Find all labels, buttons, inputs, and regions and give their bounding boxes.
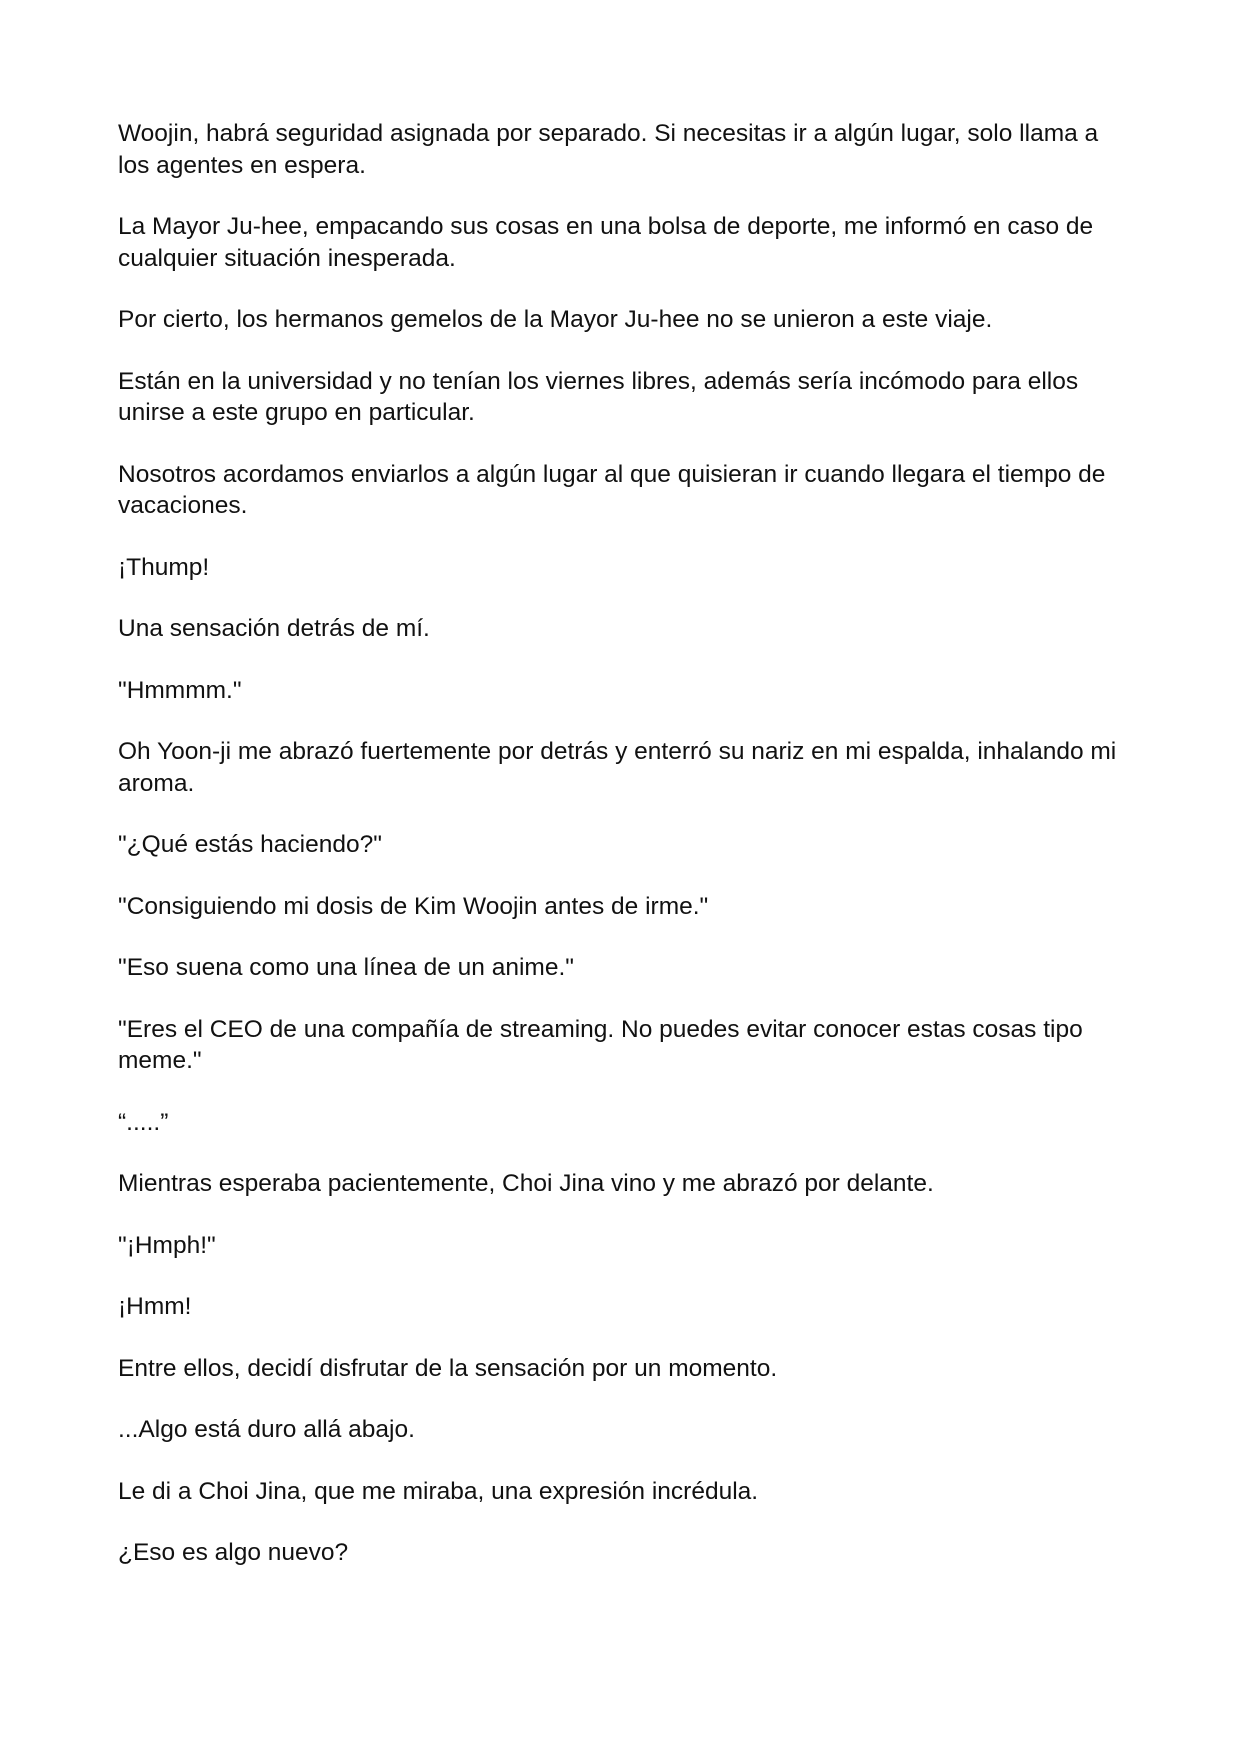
paragraph: ¡Hmm! bbox=[118, 1293, 192, 1320]
paragraph: Una sensación detrás de mí. bbox=[118, 615, 430, 642]
paragraph: "Eso suena como una línea de un anime." bbox=[118, 954, 574, 981]
paragraph: "Hmmmm." bbox=[118, 676, 242, 704]
paragraph: Entre ellos, decidí disfrutar de la sensación por un momento. bbox=[118, 1354, 778, 1382]
document-body bbox=[118, 118, 1128, 1599]
paragraph: “.....” bbox=[118, 1108, 169, 1136]
paragraph: "¡Hmph!" bbox=[118, 1231, 216, 1259]
paragraph: Por cierto, los hermanos gemelos de la Mayor Ju-hee no se unieron a este viaje. bbox=[118, 306, 993, 333]
paragraph: "Eres el CEO de una compañía de streaming. No puedes evitar conocer estas cosas tipo meme." bbox=[118, 1015, 1083, 1074]
paragraph: Oh Yoon-ji me abrazó fuertemente por detrás y enterró su nariz en mi espalda, inhalando mi aroma. bbox=[118, 738, 1117, 797]
paragraph: ...Algo está duro allá abajo. bbox=[118, 1416, 415, 1443]
paragraph: La Mayor Ju-hee, empacando sus cosas en una bolsa de deporte, me informó en caso de cualquier situación inesperada. bbox=[118, 213, 1094, 272]
paragraph: Mientras esperaba pacientemente, Choi Jina vino y me abrazó por delante. bbox=[118, 1170, 934, 1197]
paragraph: "¿Qué estás haciendo?" bbox=[118, 831, 382, 858]
paragraph: Nosotros acordamos enviarlos a algún lugar al que quisieran ir cuando llegara el tiempo de vacaciones. bbox=[118, 460, 1106, 519]
paragraph: "Consiguiendo mi dosis de Kim Woojin antes de irme." bbox=[118, 892, 709, 920]
paragraph: Le di a Choi Jina, que me miraba, una expresión incrédula. bbox=[118, 1477, 759, 1505]
paragraph: ¿Eso es algo nuevo? bbox=[118, 1539, 349, 1566]
paragraph: ¡Thump! bbox=[118, 553, 210, 581]
paragraph: Están en la universidad y no tenían los viernes libres, además sería incómodo para ellos unirse a este grupo en particular. bbox=[118, 367, 1079, 426]
paragraph: Woojin, habrá seguridad asignada por separado. Si necesitas ir a algún lugar, solo llama a los agentes en espera. bbox=[118, 120, 1099, 179]
